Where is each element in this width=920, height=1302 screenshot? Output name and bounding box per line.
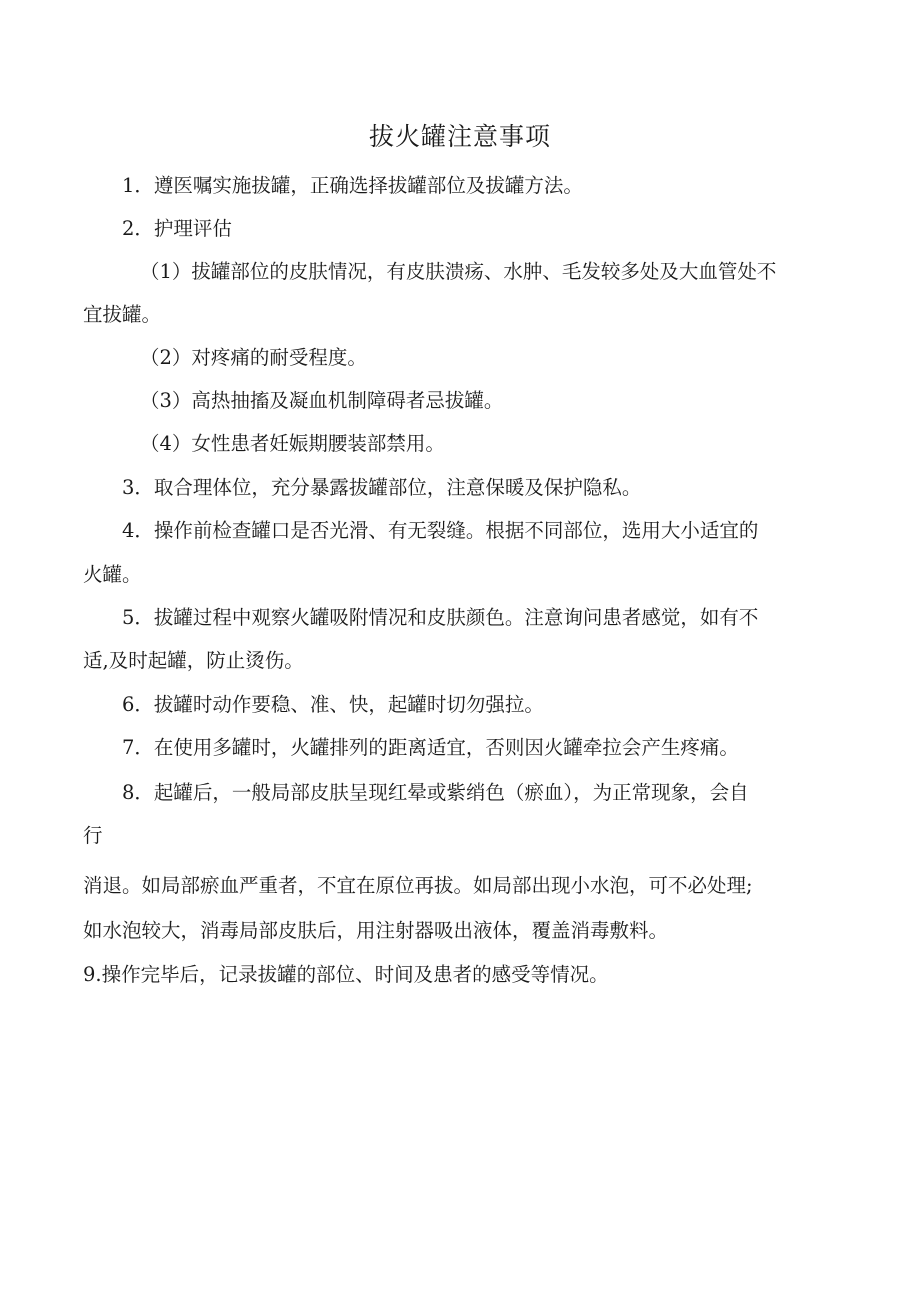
item-2-sub-4: （4）女性患者妊娠期腰装部禁用。 bbox=[140, 432, 445, 455]
item-8-line-4: 如水泡较大，消毒局部皮肤后，用注射器吸出液体，覆盖消毒敷料。 bbox=[83, 919, 669, 942]
item-4-line-2: 火罐。 bbox=[83, 563, 142, 586]
item-8-line-3: 消退。如局部瘀血严重者，不宜在原位再拔。如局部出现小水泡，可不必处理; bbox=[83, 874, 753, 897]
item-8-line-2: 行 bbox=[83, 824, 103, 847]
item-2-heading: 2．护理评估 bbox=[122, 217, 232, 240]
item-2-sub-3: （3）高热抽搐及凝血机制障碍者忌拔罐。 bbox=[140, 389, 504, 412]
item-2-sub-1-line-1: （1）拔罐部位的皮肤情况，有皮肤溃疡、水肿、毛发较多处及大血管处不 bbox=[140, 260, 777, 283]
item-6: 6．拔罐时动作要稳、准、快，起罐时切勿强拉。 bbox=[122, 693, 544, 716]
item-8-line-1: 8．起罐后，一般局部皮肤呈现红晕或紫绡色（瘀血），为正常现象，会自 bbox=[122, 781, 749, 804]
item-1: 1．遵医嘱实施拔罐，正确选择拔罐部位及拔罐方法。 bbox=[122, 174, 583, 197]
item-3: 3．取合理体位，充分暴露拔罐部位，注意保暖及保护隐私。 bbox=[122, 476, 642, 499]
item-9: 9.操作完毕后，记录拔罐的部位、时间及患者的感受等情况。 bbox=[83, 963, 609, 986]
item-5-line-2: 适,及时起罐，防止烫伤。 bbox=[83, 649, 304, 672]
item-2-sub-2: （2）对疼痛的耐受程度。 bbox=[140, 346, 367, 369]
item-7: 7．在使用多罐时，火罐排列的距离适宜，否则因火罐牵拉会产生疼痛。 bbox=[122, 736, 739, 759]
item-2-sub-1-line-2: 宜拔罐。 bbox=[83, 303, 162, 326]
item-4-line-1: 4．操作前检查罐口是否光滑、有无裂缝。根据不同部位，选用大小适宜的 bbox=[122, 519, 759, 542]
document-title: 拔火罐注意事项 bbox=[368, 122, 551, 151]
item-5-line-1: 5．拔罐过程中观察火罐吸附情况和皮肤颜色。注意询问患者感觉，如有不 bbox=[122, 606, 759, 629]
